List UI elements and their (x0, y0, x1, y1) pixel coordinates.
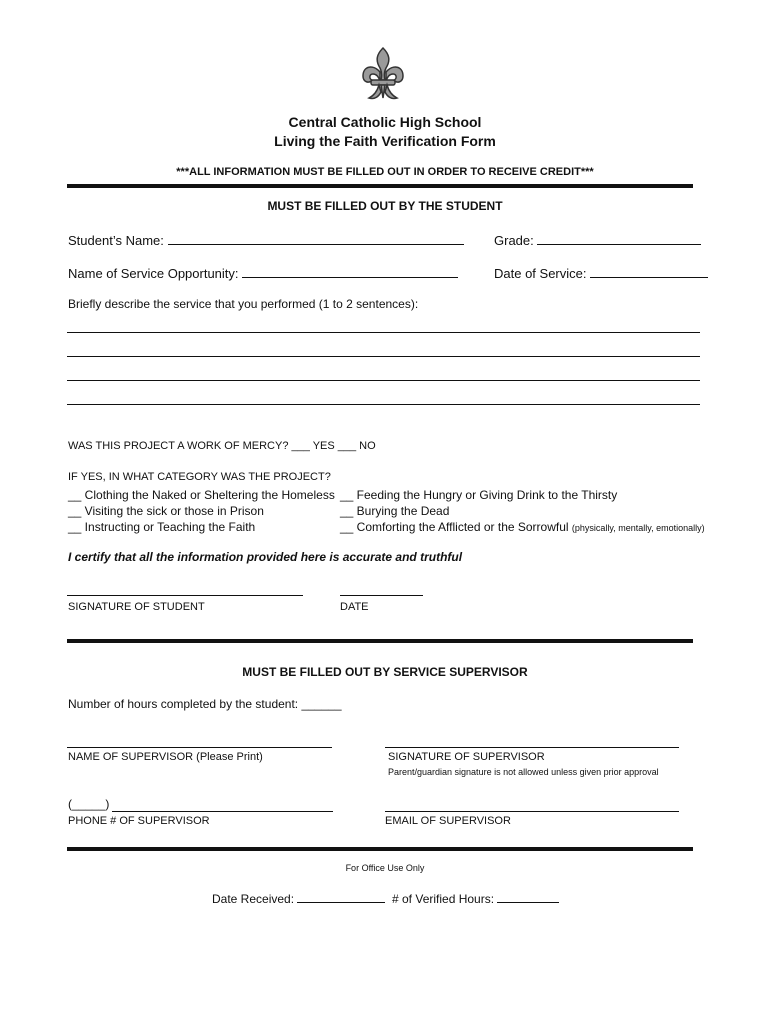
service-name-row (68, 264, 458, 281)
category-option-note: (physically, mentally, emotionally) (571, 523, 705, 533)
mercy-question: WAS THIS PROJECT A WORK OF MERCY? ___ YES ___ NO (68, 440, 376, 452)
supervisor-signature-field[interactable] (385, 747, 679, 748)
verified-hours-label: # of Verified Hours: (392, 892, 495, 906)
student-signature-field[interactable] (67, 595, 303, 596)
grade-row (494, 231, 701, 248)
supervisor-phone-field[interactable] (112, 811, 333, 812)
verified-hours-row (392, 889, 559, 906)
service-date-row (494, 264, 708, 281)
student-name-label: Student’s Name: (68, 233, 164, 248)
school-name: Central Catholic High School (288, 114, 482, 130)
student-name-row (68, 231, 464, 248)
description-line-3[interactable] (67, 380, 700, 381)
fleur-de-lis-icon (359, 46, 407, 102)
supervisor-phone-label: PHONE # OF SUPERVISOR (68, 815, 210, 827)
student-name-field[interactable] (168, 231, 464, 245)
supervisor-email-field[interactable] (385, 811, 679, 812)
description-line-4[interactable] (67, 404, 700, 405)
service-date-label: Date of Service: (494, 266, 587, 281)
office-use-heading: For Office Use Only (345, 863, 425, 873)
section-divider (67, 639, 693, 643)
section-divider (67, 847, 693, 851)
certify-statement: I certify that all the information provided here is accurate and truthful (68, 550, 463, 564)
category-option[interactable]: __ Instructing or Teaching the Faith (68, 520, 256, 534)
service-name-field[interactable] (242, 264, 458, 278)
date-received-label: Date Received: (212, 892, 295, 906)
grade-field[interactable] (537, 231, 701, 245)
category-option[interactable]: __ Clothing the Naked or Sheltering the Homeless (68, 488, 335, 502)
supervisor-email-label: EMAIL OF SUPERVISOR (385, 815, 511, 827)
category-question: IF YES, IN WHAT CATEGORY WAS THE PROJECT? (68, 471, 331, 483)
date-received-row (212, 889, 385, 906)
student-section-heading: MUST BE FILLED OUT BY THE STUDENT (267, 199, 503, 213)
service-name-label: Name of Service Opportunity: (68, 266, 239, 281)
categories-right-list (340, 487, 710, 536)
student-date-label: DATE (340, 601, 369, 613)
categories-left-list (68, 487, 338, 535)
category-option[interactable]: __ Visiting the sick or those in Prison (68, 504, 264, 518)
supervisor-name-field[interactable] (67, 747, 332, 748)
hours-completed[interactable]: Number of hours completed by the student: ______ (68, 697, 342, 711)
date-received-field[interactable] (297, 889, 385, 903)
form-title: Living the Faith Verification Form (274, 133, 496, 149)
description-line-1[interactable] (67, 332, 700, 333)
category-option-label: __ Comforting the Afflicted or the Sorrowful (340, 520, 569, 534)
supervisor-name-label: NAME OF SUPERVISOR (Please Print) (68, 751, 263, 763)
phone-area-code[interactable]: (_____) (68, 797, 110, 811)
verified-hours-field[interactable] (497, 889, 559, 903)
description-line-2[interactable] (67, 356, 700, 357)
category-option[interactable]: __ Burying the Dead (340, 504, 450, 518)
section-divider (67, 184, 693, 188)
describe-label: Briefly describe the service that you performed (1 to 2 sentences): (68, 297, 419, 311)
category-option-comforting[interactable] (340, 519, 710, 536)
grade-label: Grade: (494, 233, 534, 248)
service-date-field[interactable] (590, 264, 708, 278)
student-signature-label: SIGNATURE OF STUDENT (68, 601, 205, 613)
supervisor-section-heading: MUST BE FILLED OUT BY SERVICE SUPERVISOR (242, 665, 528, 679)
supervisor-signature-note: Parent/guardian signature is not allowed unless given prior approval (388, 767, 659, 777)
student-signature-date-field[interactable] (340, 595, 423, 596)
credit-notice: ***ALL INFORMATION MUST BE FILLED OUT IN ORDER TO RECEIVE CREDIT*** (176, 166, 594, 178)
supervisor-signature-label: SIGNATURE OF SUPERVISOR (388, 751, 545, 763)
category-option[interactable]: __ Feeding the Hungry or Giving Drink to the Thirsty (340, 488, 618, 502)
